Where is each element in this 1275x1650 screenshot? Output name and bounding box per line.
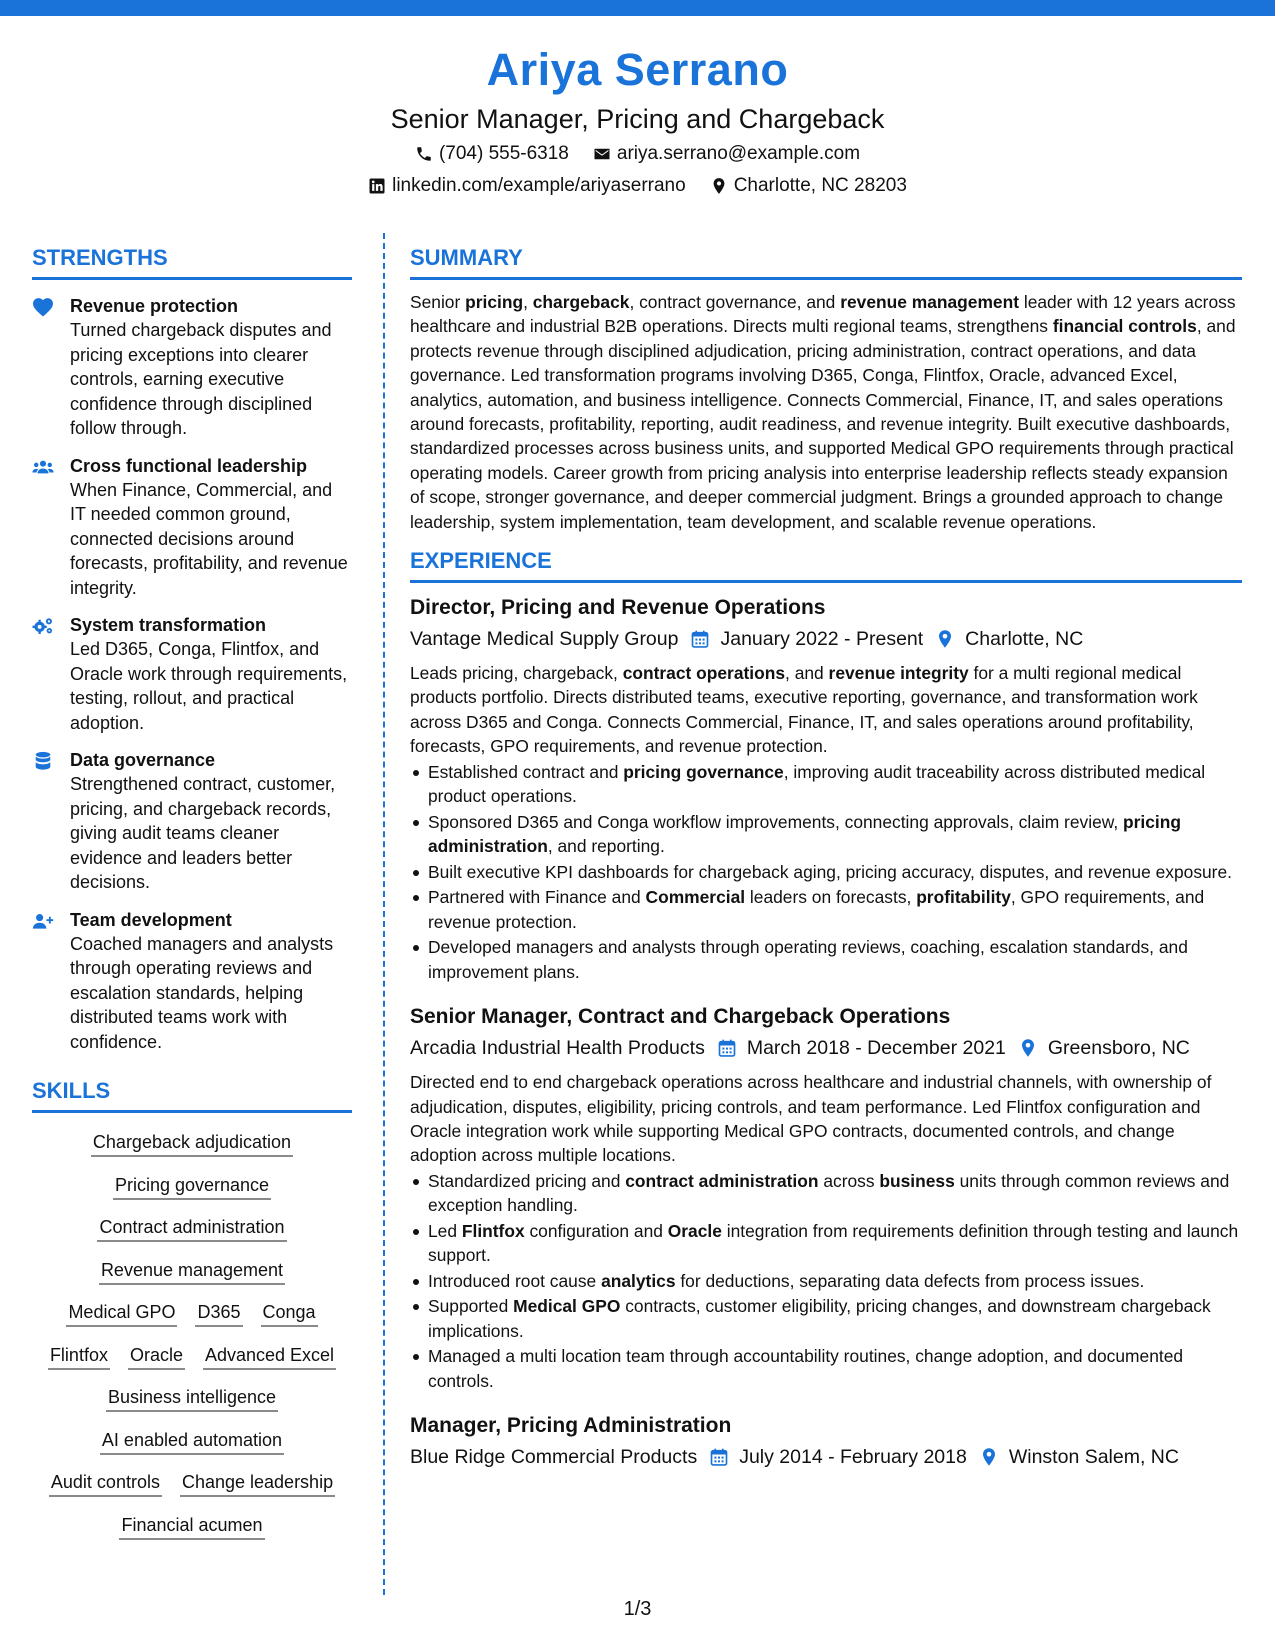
skill-tag: AI enabled automation <box>100 1427 284 1455</box>
users-icon <box>32 457 54 477</box>
skill-tag: Audit controls <box>49 1469 162 1497</box>
candidate-title: Senior Manager, Pricing and Chargeback <box>390 104 885 134</box>
job-bullets <box>410 760 1242 984</box>
location-text: Charlotte, NC <box>965 628 1084 651</box>
job-entry <box>410 1002 1242 1393</box>
bullet-item: Partnered with Finance and Commercial leaders on forecasts, profitability, GPO requirements, and revenue protection. <box>410 885 1242 934</box>
calendar-icon <box>717 1038 737 1058</box>
column-divider <box>383 233 385 1595</box>
skill-tag: Change leadership <box>180 1469 335 1497</box>
job-location <box>979 1442 1179 1472</box>
contact-phone <box>415 138 569 170</box>
skills-heading: SKILLS <box>32 1076 352 1113</box>
skill-row <box>32 1469 352 1497</box>
envelope-icon <box>593 145 611 163</box>
date-range: July 2014 - February 2018 <box>739 1446 967 1469</box>
skill-tag: D365 <box>195 1299 242 1327</box>
strength-description: When Finance, Commercial, and IT needed common ground, connected decisions around forecasts, profitability, and revenue integrity. <box>70 479 348 598</box>
strength-item <box>32 908 352 1055</box>
location-text: Winston Salem, NC <box>1008 1446 1179 1469</box>
skill-row <box>32 1342 352 1370</box>
date-range: January 2022 - Present <box>720 628 924 651</box>
contact-location <box>710 170 907 202</box>
skill-row <box>32 1512 352 1540</box>
skill-row <box>32 1214 352 1242</box>
experience-heading: EXPERIENCE <box>410 546 1242 583</box>
skill-row <box>32 1172 352 1200</box>
map-pin-icon <box>1018 1038 1038 1058</box>
job-description: Directed end to end chargeback operations across healthcare and industrial channels, with ownership of adjudication, disputes, eligibility, pricing controls, and team performance. Led Flintfox configuration and Oracle integration work while supporting Medical GPO contracts, documented controls, and change adoption across multiple locations. <box>410 1072 1212 1166</box>
strengths-heading: STRENGTHS <box>32 243 352 280</box>
bullet-item: Supported Medical GPO contracts, customer eligibility, pricing changes, and downstream chargeback implications. <box>410 1294 1242 1343</box>
sidebar <box>32 243 352 1554</box>
linkedin-url[interactable]: linkedin.com/example/ariyaserrano <box>392 175 686 196</box>
job-dates <box>717 1033 1006 1063</box>
bullet-item: Led Flintfox configuration and Oracle integration from requirements definition through testing and launch support. <box>410 1219 1242 1268</box>
job-location <box>935 624 1083 654</box>
bullet-item: Sponsored D365 and Conga workflow improvements, connecting approvals, claim review, pricing administration, and reporting. <box>410 810 1242 859</box>
job-entry <box>410 593 1242 984</box>
gears-icon <box>32 616 54 636</box>
job-meta <box>410 1033 1242 1063</box>
strength-title: Revenue protection <box>70 296 239 316</box>
skill-tag: Oracle <box>128 1342 185 1370</box>
job-description: Leads pricing, chargeback, contract operations, and revenue integrity for a multi regional medical products portfolio. Directs distributed teams, executive reporting, governance, and transformation work across D365 and Conga. Connects Commercial, Finance, IT, and sales operations around profitability, forecasts, GPO requirements, and revenue protection. <box>410 663 1198 757</box>
phone-number[interactable]: (704) 555-6318 <box>438 143 569 164</box>
company-name: Blue Ridge Commercial Products <box>410 1446 698 1469</box>
strength-title: Data governance <box>70 750 216 770</box>
bullet-item: Introduced root cause analytics for deductions, separating data defects from process issues. <box>410 1269 1242 1293</box>
skill-row <box>32 1257 352 1285</box>
job-entry <box>410 1411 1242 1472</box>
skill-row <box>32 1299 352 1327</box>
strength-description: Coached managers and analysts through operating reviews and escalation standards, helping distributed teams work with confidence. <box>70 933 334 1052</box>
strength-title: Cross functional leadership <box>70 455 308 476</box>
contact-email <box>593 138 860 170</box>
job-dates <box>709 1442 967 1472</box>
accent-top-bar <box>0 0 1275 16</box>
strength-title: System transformation <box>70 615 267 635</box>
job-dates <box>690 624 923 654</box>
skill-row <box>32 1384 352 1412</box>
phone-icon <box>415 145 433 163</box>
strength-item <box>32 294 352 441</box>
map-pin-icon <box>710 177 728 195</box>
skill-tag: Chargeback adjudication <box>91 1129 293 1157</box>
strength-description: Led D365, Conga, Flintfox, and Oracle work through requirements, testing, rollout, and practical adoption. <box>70 639 348 733</box>
map-pin-icon <box>979 1447 999 1467</box>
job-title: Manager, Pricing Administration <box>410 1414 732 1438</box>
strengths-list <box>32 294 352 1054</box>
company-name: Arcadia Industrial Health Products <box>410 1037 705 1060</box>
main-column <box>410 243 1242 1472</box>
bullet-item: Standardized pricing and contract administration across business units through common reviews and exception handling. <box>410 1169 1242 1218</box>
skill-tag: Advanced Excel <box>203 1342 336 1370</box>
job-location <box>1018 1033 1190 1063</box>
contact-row-secondary <box>0 170 1275 202</box>
candidate-name: Ariya Serrano <box>486 44 789 95</box>
skill-tag: Financial acumen <box>119 1512 264 1540</box>
skill-row <box>32 1129 352 1157</box>
contact-linkedin <box>368 170 686 202</box>
skill-tag: Conga <box>261 1299 318 1327</box>
heart-icon <box>32 297 54 317</box>
skill-tag: Pricing governance <box>113 1172 271 1200</box>
location-text: Charlotte, NC 28203 <box>733 175 907 196</box>
skill-tag: Medical GPO <box>66 1299 177 1327</box>
skill-tag: Flintfox <box>48 1342 110 1370</box>
calendar-icon <box>709 1447 729 1467</box>
job-title: Director, Pricing and Revenue Operations <box>410 596 826 620</box>
bullet-item: Built executive KPI dashboards for chargeback aging, pricing accuracy, disputes, and revenue exposure. <box>410 860 1242 884</box>
strength-item <box>32 454 352 601</box>
skill-row <box>32 1427 352 1455</box>
skills-list <box>32 1129 352 1540</box>
bullet-item: Established contract and pricing governance, improving audit traceability across distributed medical product operations. <box>410 760 1242 809</box>
skill-tag: Revenue management <box>99 1257 285 1285</box>
location-text: Greensboro, NC <box>1047 1037 1190 1060</box>
skill-tag: Business intelligence <box>106 1384 278 1412</box>
linkedin-icon <box>368 177 386 195</box>
bullet-item: Managed a multi location team through accountability routines, change adoption, and documented controls. <box>410 1344 1242 1393</box>
strength-description: Strengthened contract, customer, pricing, and chargeback records, giving audit teams cleaner evidence and leaders better decisions. <box>70 774 336 892</box>
job-title: Senior Manager, Contract and Chargeback Operations <box>410 1005 951 1029</box>
summary-heading: SUMMARY <box>410 243 1242 280</box>
calendar-icon <box>690 629 710 649</box>
page-number: 1/3 <box>623 1598 652 1620</box>
job-meta <box>410 1442 1242 1472</box>
contact-row-primary <box>0 138 1275 170</box>
company-name: Vantage Medical Supply Group <box>410 628 679 651</box>
bullet-item: Developed managers and analysts through operating reviews, coaching, escalation standards, and improvement plans. <box>410 935 1242 984</box>
strength-title: Team development <box>70 909 232 930</box>
map-pin-icon <box>935 629 955 649</box>
user-plus-icon <box>32 911 54 931</box>
summary-text: Senior pricing, chargeback, contract governance, and revenue management leader with 12 years across healthcare and industrial B2B operations. Directs multi regional teams, strengthens financial controls, and protects revenue through disciplined adjudication, pricing administration, contract operations, and data governance. Led transformation programs involving D365, Conga, Flintfox, Oracle, advanced Excel, analytics, automation, and business intelligence. Connects Commercial, Finance, IT, and sales operations around forecasts, profitability, reporting, audit readiness, and revenue integrity. Built executive dashboards, standardized processes across business units, and supported Medical GPO requirements through practical operating models. Career growth from pricing analysis into enterprise leadership reflects steady expansion of scope, stronger governance, and deeper commercial judgment. Brings a grounded approach to change leadership, system implementation, team development, and scalable revenue operations. <box>410 292 1236 532</box>
job-meta <box>410 624 1242 654</box>
email-address[interactable]: ariya.serrano@example.com <box>616 143 861 164</box>
strength-item <box>32 613 352 735</box>
job-bullets <box>410 1169 1242 1393</box>
strength-item <box>32 748 352 895</box>
strength-description: Turned chargeback disputes and pricing exceptions into clearer controls, earning executive confidence through disciplined follow through. <box>70 320 332 438</box>
resume-header <box>0 40 1275 202</box>
skill-tag: Contract administration <box>97 1214 286 1242</box>
database-icon <box>32 751 54 771</box>
date-range: March 2018 - December 2021 <box>746 1037 1006 1060</box>
